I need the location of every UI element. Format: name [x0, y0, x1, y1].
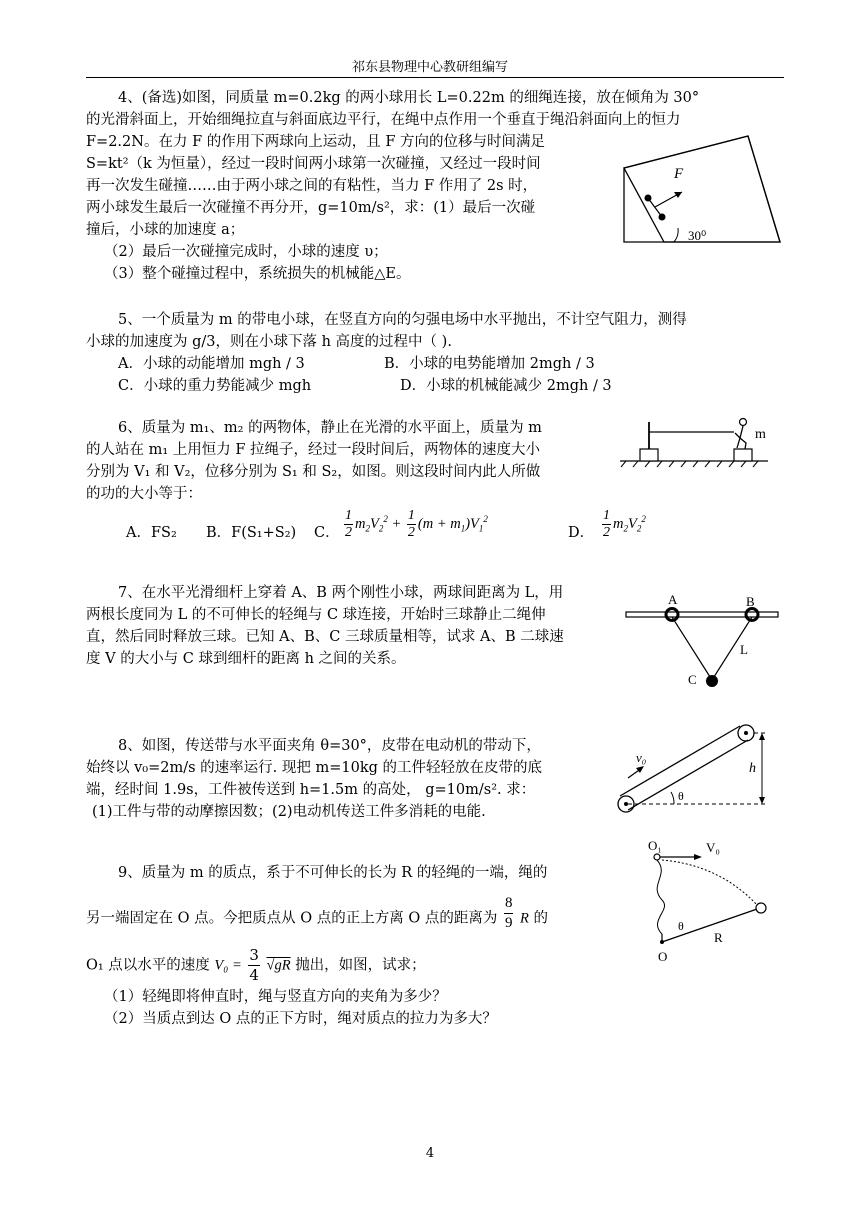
q4-line: F=2.2N。在力 F 的作用下两球向上运动，且 F 方向的位移与时间满足: [86, 134, 546, 150]
q5-option-a: A．小球的动能增加 mgh ∕ 3: [118, 356, 305, 372]
force-label: F: [674, 166, 684, 182]
q9-subquestion-2: （2）当质点到达 O 点的正下方时，绳对质点的拉力为多大？: [104, 1011, 497, 1027]
fraction-numerator: 8: [504, 894, 514, 914]
belt-speed-label: v₀: [636, 750, 647, 765]
page-number: 4: [425, 1146, 435, 1161]
q4-line: S=kt²（k 为恒量），经过一段时间两小球第一次碰撞，又经过一段时间: [86, 156, 541, 172]
string-length-label: L: [740, 642, 748, 657]
q6-line: 的人站在 m₁ 上用恒力 F 拉绳子，经过一段时间后，两物体的速度大小: [86, 442, 541, 458]
ball-c-label: C: [688, 672, 697, 687]
q7-line: 度 V 的大小与 C 球到细杆的距离 h 之间的关系。: [86, 651, 406, 667]
q5-line: 小球的加速度为 g/3，则在小球下落 h 高度的过程中（ ).: [86, 334, 452, 350]
q9-line3-pre: O₁ 点以水平的速度: [86, 957, 210, 974]
q9-line2-pre: 另一端固定在 O 点。今把质点从 O 点的正上方离 O 点的距离为: [86, 910, 498, 927]
initial-velocity-label: V₀: [706, 840, 720, 855]
fraction-denominator: 4: [249, 966, 259, 984]
q4-line: （3）整个碰撞过程中，系统损失的机械能△E。: [104, 266, 411, 282]
angle-label: 30⁰: [688, 228, 707, 243]
q9-sqrt: √gR: [266, 957, 291, 974]
q8-line: (1)工件与带的动摩擦因数；(2)电动机传送工件多消耗的电能.: [92, 804, 486, 820]
conveyor-figure: [616, 720, 778, 815]
point-o-label: O: [658, 949, 668, 964]
q6-line: 6、质量为 m₁、m₂ 的两物体，静止在光滑的水平面上，质量为 m: [118, 420, 542, 436]
point-o1-label: O₁: [648, 838, 662, 853]
rod-balls-figure: [622, 588, 784, 693]
pendulum-figure: [640, 830, 780, 970]
ball-a-label: A: [668, 592, 678, 607]
q9-fraction-2: [248, 946, 260, 985]
header-rule: [86, 77, 784, 78]
q7-line: 7、在水平光滑细杆上穿着 A、B 两个刚性小球，两球间距离为 L，用: [118, 585, 564, 601]
q9-line3-post: 抛出，如图，试求；: [295, 957, 426, 974]
q6-option-a: A．FS₂: [126, 525, 177, 541]
q4-line: 4、(备选)如图，同质量 m=0.2kg 的两小球用长 L=0.22m 的细绳连接，放在倾角为 30°: [118, 90, 700, 106]
rope-angle-label: θ: [678, 919, 684, 933]
incline-angle-label: θ: [678, 789, 684, 803]
q6-option-c-label: C．: [314, 525, 340, 541]
page-header: 祁东县物理中心教研组编写: [351, 60, 508, 75]
ball-b-label: B: [746, 594, 755, 609]
q9-fraction: [504, 894, 514, 933]
q6-option-d-label: D．: [568, 525, 595, 541]
q9-line2-post: 的: [533, 910, 549, 927]
q5-option-d: D．小球的机械能减少 2mgh ∕ 3: [400, 378, 612, 394]
q6-option-d-formula: $\frac{1}{2}$ $m_2V_2^2$: [603, 508, 646, 540]
q4-line: 再一次发生碰撞……由于两小球之间的有粘性，当力 F 作用了 2s 时，: [86, 178, 538, 194]
q8-line: 始终以 v₀=2m/s 的速率运行. 现把 m=10kg 的工件轻轻放在皮带的底: [86, 760, 543, 776]
q9-subquestion-1: （1）轻绳即将伸直时，绳与竖直方向的夹角为多少？: [104, 989, 447, 1005]
rope-length-label: R: [714, 930, 723, 945]
q9-line: [86, 946, 426, 985]
q7-line: 直，然后同时释放三球。已知 A、B、C 三球质量相等，试求 A、B 二球速: [86, 629, 564, 645]
q4-line: 撞后，小球的加速度 a；: [86, 222, 245, 238]
q5-option-c: C．小球的重力势能减少 mgh: [118, 378, 312, 394]
incline-figure: [618, 130, 793, 250]
q8-line: 8、如图，传送带与水平面夹角 θ=30°，皮带在电动机的带动下，: [118, 738, 541, 754]
q5-option-b: B．小球的电势能增加 2mgh ∕ 3: [384, 356, 595, 372]
q7-line: 两根长度同为 L 的不可伸长的轻绳与 C 球连接，开始时三球静止二绳伸: [86, 607, 546, 623]
q9-line: 9、质量为 m 的质点，系于不可伸长的长为 R 的轻绳的一端，绳的: [118, 865, 548, 881]
person-mass-label: m: [755, 427, 766, 442]
rope-pull-figure: [618, 412, 778, 470]
q6-line: 分别为 V₁ 和 V₂，位移分别为 S₁ 和 S₂，如图。则这段时间内此人所做: [86, 464, 541, 480]
height-label: h: [749, 761, 756, 776]
q4-line: （2）最后一次碰撞完成时，小球的速度 υ；: [104, 244, 388, 260]
q6-option-b: B．F(S₁+S₂): [206, 525, 297, 541]
q9-v0-symbol: V₀ =: [214, 957, 242, 974]
q4-line: 两小球发生最后一次碰撞不再分开，g=10m/s²，求：(1）最后一次碰: [86, 200, 536, 216]
q5-line: 5、一个质量为 m 的带电小球，在竖直方向的匀强电场中水平抛出，不计空气阻力，测得: [118, 312, 687, 328]
q9-line: [86, 895, 549, 933]
q4-line: 的光滑斜面上，开始细绳拉直与斜面底边平行，在绳中点作用一个垂直于绳沿斜面向上的恒力: [86, 112, 681, 128]
q6-line: 的功的大小等于：: [86, 486, 202, 502]
fraction-numerator: 3: [249, 946, 259, 964]
q8-line: 端，经时间 1.9s，工件被传送到 h=1.5m 的高处， g=10m/s². 求：: [86, 782, 536, 798]
q6-option-c-formula: $\frac{1}{2}$ $m_2V_2^2$ + $\frac{1}{2}$ $(m + m_1)V_1^2$: [345, 508, 488, 540]
fraction-denominator: 9: [504, 915, 513, 931]
q9-radius-symbol: R: [520, 910, 529, 927]
